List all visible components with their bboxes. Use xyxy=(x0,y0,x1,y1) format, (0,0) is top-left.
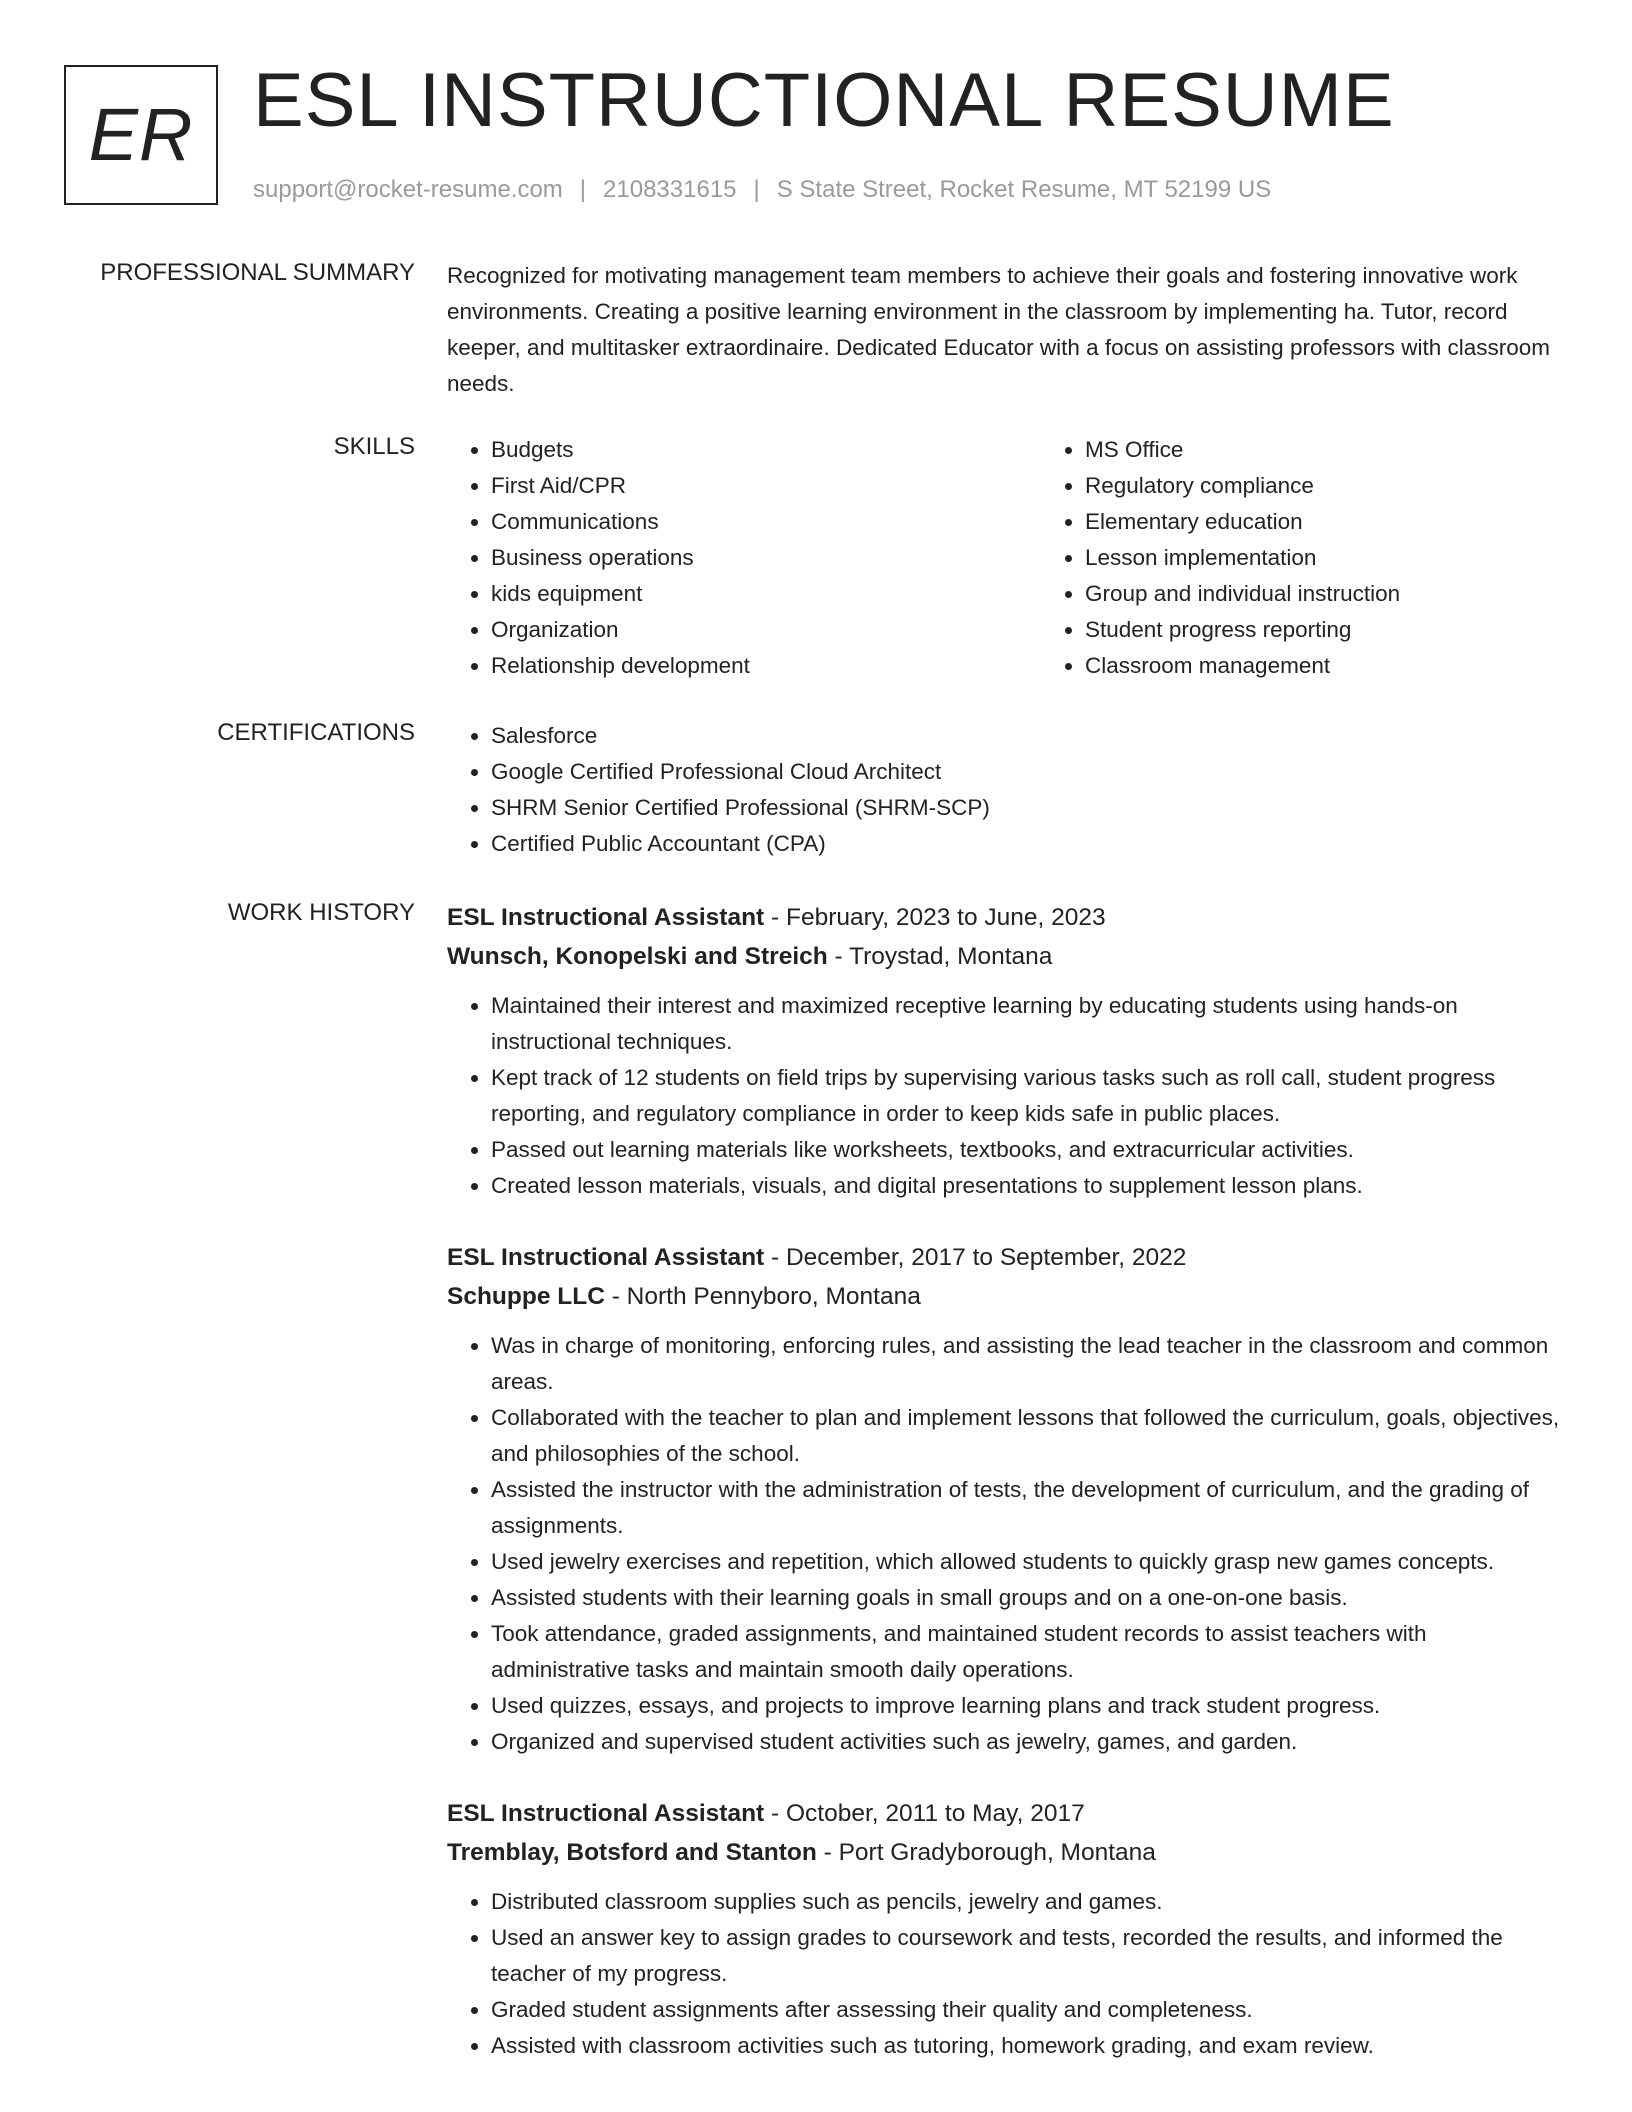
job-bullet: • Graded student assignments after assessing their quality and completeness. xyxy=(491,1992,1562,2028)
job-bullets xyxy=(447,1328,1562,1760)
job-bullets xyxy=(447,1884,1562,2064)
job-bullet: • Assisted with classroom activities such as tutoring, homework grading, and exam review. xyxy=(491,2028,1562,2064)
job-bullet: • Took attendance, graded assignments, and maintained student records to assist teachers with administrative tasks and maintain smooth daily operations. xyxy=(491,1616,1562,1688)
job-entry xyxy=(447,1794,1562,2064)
job-bullet: • Passed out learning materials like worksheets, textbooks, and extracurricular activities. xyxy=(491,1132,1562,1168)
job-title: ESL Instructional Assistant xyxy=(447,1244,765,1271)
certifications-body xyxy=(447,718,1562,862)
contact-email: support@rocket-resume.com xyxy=(253,176,563,203)
job-location: - Troystad, Montana xyxy=(827,943,1053,970)
job-dates: - February, 2023 to June, 2023 xyxy=(764,904,1106,931)
job-dates: - December, 2017 to September, 2022 xyxy=(764,1244,1187,1271)
skill-item: • MS Office xyxy=(1085,432,1632,468)
job-entry xyxy=(447,1238,1562,1760)
skill-item: • Organization xyxy=(491,612,1041,648)
job-bullet: • Used jewelry exercises and repetition, which allowed students to quickly grasp new games concepts. xyxy=(491,1544,1562,1580)
contact-line xyxy=(253,174,1271,206)
skills-body xyxy=(447,432,1562,684)
certifications-list xyxy=(447,718,1562,862)
certification-item: • SHRM Senior Certified Professional (SHRM-SCP) xyxy=(491,790,1562,826)
summary-text: Recognized for motivating management team members to achieve their goals and fostering innovative work environments. Creating a positive learning environment in the classroom by implementing ha. Tutor, record keeper, and multitasker extraordinaire. Dedicated Educator with a focus on assisting professors with classroom needs. xyxy=(447,263,1551,396)
job-entry xyxy=(447,898,1562,1204)
skill-item: • Elementary education xyxy=(1085,504,1632,540)
section-label-certifications: CERTIFICATIONS xyxy=(217,719,415,746)
job-bullet: • Created lesson materials, visuals, and digital presentations to supplement lesson plans. xyxy=(491,1168,1562,1204)
skill-item: • Relationship development xyxy=(491,648,1041,684)
skill-item: • Group and individual instruction xyxy=(1085,576,1632,612)
section-label-summary: PROFESSIONAL SUMMARY xyxy=(100,259,415,286)
skills-columns xyxy=(447,432,1562,684)
job-bullet: • Used an answer key to assign grades to coursework and tests, recorded the results, and informed the teacher of my progress. xyxy=(491,1920,1562,1992)
monogram: ER xyxy=(88,93,194,176)
skill-item: • kids equipment xyxy=(491,576,1041,612)
contact-separator: | xyxy=(579,176,587,203)
job-bullets xyxy=(447,988,1562,1204)
section-label-work-history: WORK HISTORY xyxy=(227,899,415,926)
job-bullet: • Assisted students with their learning goals in small groups and on a one-on-one basis. xyxy=(491,1580,1562,1616)
job-company: Wunsch, Konopelski and Streich xyxy=(447,943,828,970)
contact-address: S State Street, Rocket Resume, MT 52199 US xyxy=(776,176,1272,203)
job-title-line xyxy=(447,898,1562,937)
monogram-box xyxy=(64,65,218,205)
job-dates: - October, 2011 to May, 2017 xyxy=(764,1800,1085,1827)
job-company: Schuppe LLC xyxy=(447,1283,605,1310)
skill-item: • Student progress reporting xyxy=(1085,612,1632,648)
resume-title: ESL INSTRUCTIONAL RESUME xyxy=(253,58,1395,143)
contact-phone: 2108331615 xyxy=(603,176,737,203)
job-company-line xyxy=(447,1833,1562,1872)
job-title: ESL Instructional Assistant xyxy=(447,1800,765,1827)
job-location: - North Pennyboro, Montana xyxy=(604,1283,921,1310)
job-company: Tremblay, Botsford and Stanton xyxy=(447,1839,817,1866)
job-location: - Port Gradyborough, Montana xyxy=(816,1839,1156,1866)
section-label-skills: SKILLS xyxy=(333,433,415,460)
skill-item: • Communications xyxy=(491,504,1041,540)
job-bullet: • Distributed classroom supplies such as pencils, jewelry and games. xyxy=(491,1884,1562,1920)
skill-item: • Lesson implementation xyxy=(1085,540,1632,576)
skill-item: • First Aid/CPR xyxy=(491,468,1041,504)
skills-list-left xyxy=(447,432,1041,684)
contact-separator: | xyxy=(753,176,760,203)
job-company-line xyxy=(447,937,1562,976)
job-title: ESL Instructional Assistant xyxy=(447,904,765,931)
certification-item: • Salesforce xyxy=(491,718,1562,754)
job-bullet: • Used quizzes, essays, and projects to improve learning plans and track student progress. xyxy=(491,1688,1562,1724)
job-bullet: • Was in charge of monitoring, enforcing rules, and assisting the lead teacher in the classroom and common areas. xyxy=(491,1328,1562,1400)
work-history-body xyxy=(447,898,1562,2098)
job-title-line xyxy=(447,1238,1562,1277)
skills-list-right xyxy=(1041,432,1632,684)
job-bullet: • Maintained their interest and maximized receptive learning by educating students using hands-on instructional techniques. xyxy=(491,988,1562,1060)
job-company-line xyxy=(447,1277,1562,1316)
certification-item: • Certified Public Accountant (CPA) xyxy=(491,826,1562,862)
job-title-line xyxy=(447,1794,1562,1833)
job-bullet: • Kept track of 12 students on field trips by supervising various tasks such as roll call, student progress reporting, and regulatory compliance in order to keep kids safe in public places. xyxy=(491,1060,1562,1132)
skill-item: • Budgets xyxy=(491,432,1041,468)
certification-item: • Google Certified Professional Cloud Architect xyxy=(491,754,1562,790)
job-bullet: • Assisted the instructor with the administration of tests, the development of curriculum, and the grading of assignments. xyxy=(491,1472,1562,1544)
job-bullet: • Organized and supervised student activities such as jewelry, games, and garden. xyxy=(491,1724,1562,1760)
skill-item: • Classroom management xyxy=(1085,648,1632,684)
summary-body xyxy=(447,258,1562,402)
skill-item: • Business operations xyxy=(491,540,1041,576)
job-bullet: • Collaborated with the teacher to plan and implement lessons that followed the curriculum, goals, objectives, and philosophies of the school. xyxy=(491,1400,1562,1472)
skill-item: • Regulatory compliance xyxy=(1085,468,1632,504)
